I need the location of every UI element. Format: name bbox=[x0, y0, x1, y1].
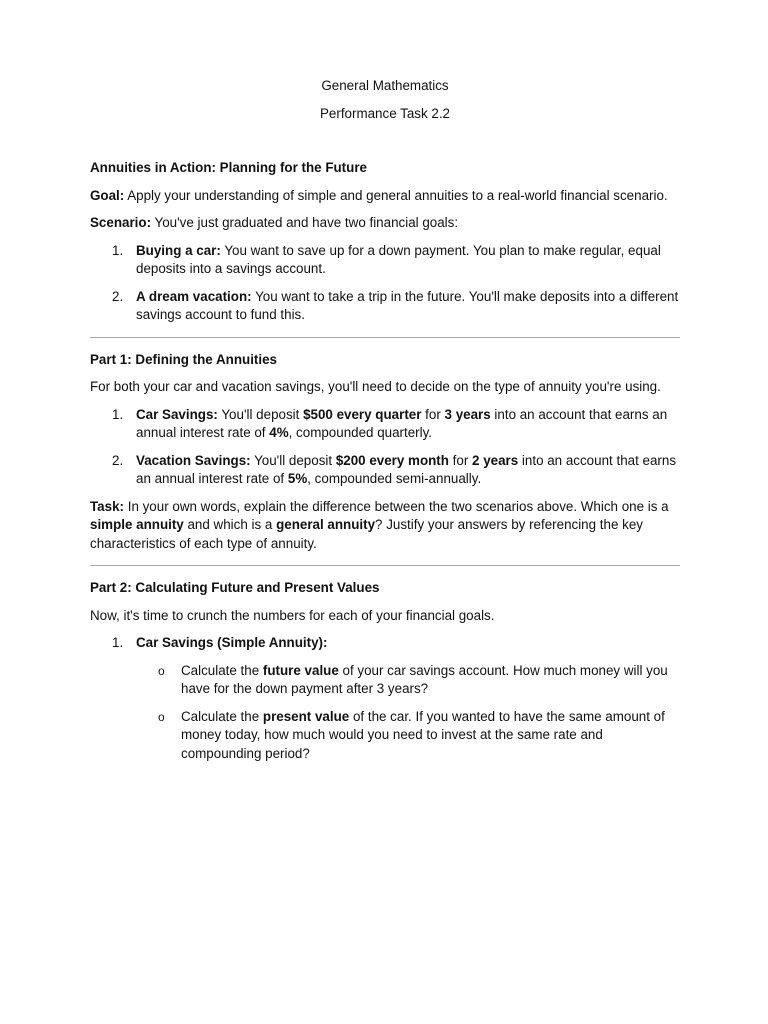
part1-intro: For both your car and vacation savings, you'll need to decide on the type of annuity you're using. bbox=[90, 379, 661, 394]
item-text: You'll deposit bbox=[250, 452, 336, 468]
part2-list bbox=[90, 634, 680, 763]
item-text: , compounded semi-annually. bbox=[307, 471, 482, 486]
list-item bbox=[90, 288, 680, 325]
sub-list bbox=[136, 662, 680, 764]
part2-heading: Part 2: Calculating Future and Present Values bbox=[90, 580, 380, 595]
task-text: In your own words, explain the difference between the two scenarios above. Which one is a bbox=[124, 498, 669, 514]
document-title: Annuities in Action: Planning for the Future bbox=[90, 160, 367, 175]
list-item bbox=[90, 634, 680, 763]
item-text: of the car. If you wanted to have the same amount of money today, how much would you need to invest at the same rate and compounding period? bbox=[181, 708, 665, 761]
list-number: 2. bbox=[112, 288, 124, 304]
list-item bbox=[90, 452, 680, 489]
item-bold: $500 every quarter bbox=[303, 406, 422, 422]
item-text: , compounded quarterly. bbox=[288, 425, 433, 440]
item-text: of your car savings account. How much money will you have for the down payment after 3 years? bbox=[181, 662, 668, 696]
scenario-list bbox=[90, 242, 680, 325]
item-text: Calculate the bbox=[181, 708, 263, 724]
item-label: Car Savings (Simple Annuity): bbox=[136, 635, 328, 650]
task-header: Performance Task 2.2 bbox=[319, 105, 450, 121]
list-number: 1. bbox=[112, 406, 124, 422]
scenario-paragraph bbox=[90, 214, 680, 233]
item-text: into an account that earns an annual interest rate of bbox=[136, 406, 668, 440]
subject-header: General Mathematics bbox=[321, 78, 449, 93]
item-label: Vacation Savings: bbox=[136, 452, 251, 468]
item-bold: 4% bbox=[269, 425, 289, 440]
item-bold: $200 every month bbox=[335, 452, 449, 468]
item-text: You'll deposit bbox=[217, 406, 304, 422]
bullet-icon: o bbox=[158, 709, 165, 724]
item-text: into an account that earns an annual interest rate of bbox=[136, 452, 677, 486]
goal-text: Apply your understanding of simple and general annuities to a real-world financial scenario. bbox=[124, 187, 668, 203]
item-label: Car Savings: bbox=[136, 406, 218, 422]
item-text: You want to save up for a down payment. You plan to make regular, equal deposits into a savings account. bbox=[136, 242, 661, 276]
bullet-icon: o bbox=[158, 663, 165, 678]
item-bold: present value bbox=[262, 708, 350, 724]
task-bold: simple annuity bbox=[90, 517, 184, 532]
list-item bbox=[90, 406, 680, 443]
item-text: for bbox=[448, 452, 473, 468]
goal-paragraph bbox=[90, 187, 680, 206]
section-divider bbox=[90, 337, 680, 338]
task-paragraph bbox=[90, 498, 680, 554]
scenario-label: Scenario: bbox=[90, 215, 152, 230]
item-text: for bbox=[421, 406, 445, 422]
item-bold: future value bbox=[262, 662, 339, 678]
list-number: 1. bbox=[112, 635, 124, 650]
part1-list bbox=[90, 406, 680, 489]
item-bold: 2 years bbox=[472, 452, 519, 468]
task-bold: general annuity bbox=[276, 517, 376, 532]
list-number: 2. bbox=[112, 452, 124, 468]
task-label: Task: bbox=[90, 498, 124, 514]
section-divider bbox=[90, 565, 680, 566]
item-text: You want to take a trip in the future. You'll make deposits into a different savings account to fund this. bbox=[136, 288, 679, 322]
item-bold: 5% bbox=[287, 471, 308, 486]
part1-heading: Part 1: Defining the Annuities bbox=[90, 351, 277, 367]
scenario-text: You've just graduated and have two financial goals: bbox=[151, 215, 459, 230]
sub-list-item bbox=[136, 708, 680, 764]
task-text: ? Justify your answers by referencing the key characteristics of each type of annuity. bbox=[90, 517, 643, 551]
document-content bbox=[90, 77, 680, 772]
task-text: and which is a bbox=[183, 517, 277, 532]
item-label: A dream vacation: bbox=[136, 288, 252, 304]
item-label: Buying a car: bbox=[136, 242, 221, 258]
item-bold: 3 years bbox=[444, 406, 491, 422]
list-number: 1. bbox=[112, 242, 124, 258]
sub-list-item bbox=[136, 662, 680, 699]
goal-label: Goal: bbox=[90, 187, 125, 203]
list-item bbox=[90, 242, 680, 279]
part2-intro: Now, it's time to crunch the numbers for each of your financial goals. bbox=[90, 607, 495, 623]
item-text: Calculate the bbox=[181, 662, 263, 678]
